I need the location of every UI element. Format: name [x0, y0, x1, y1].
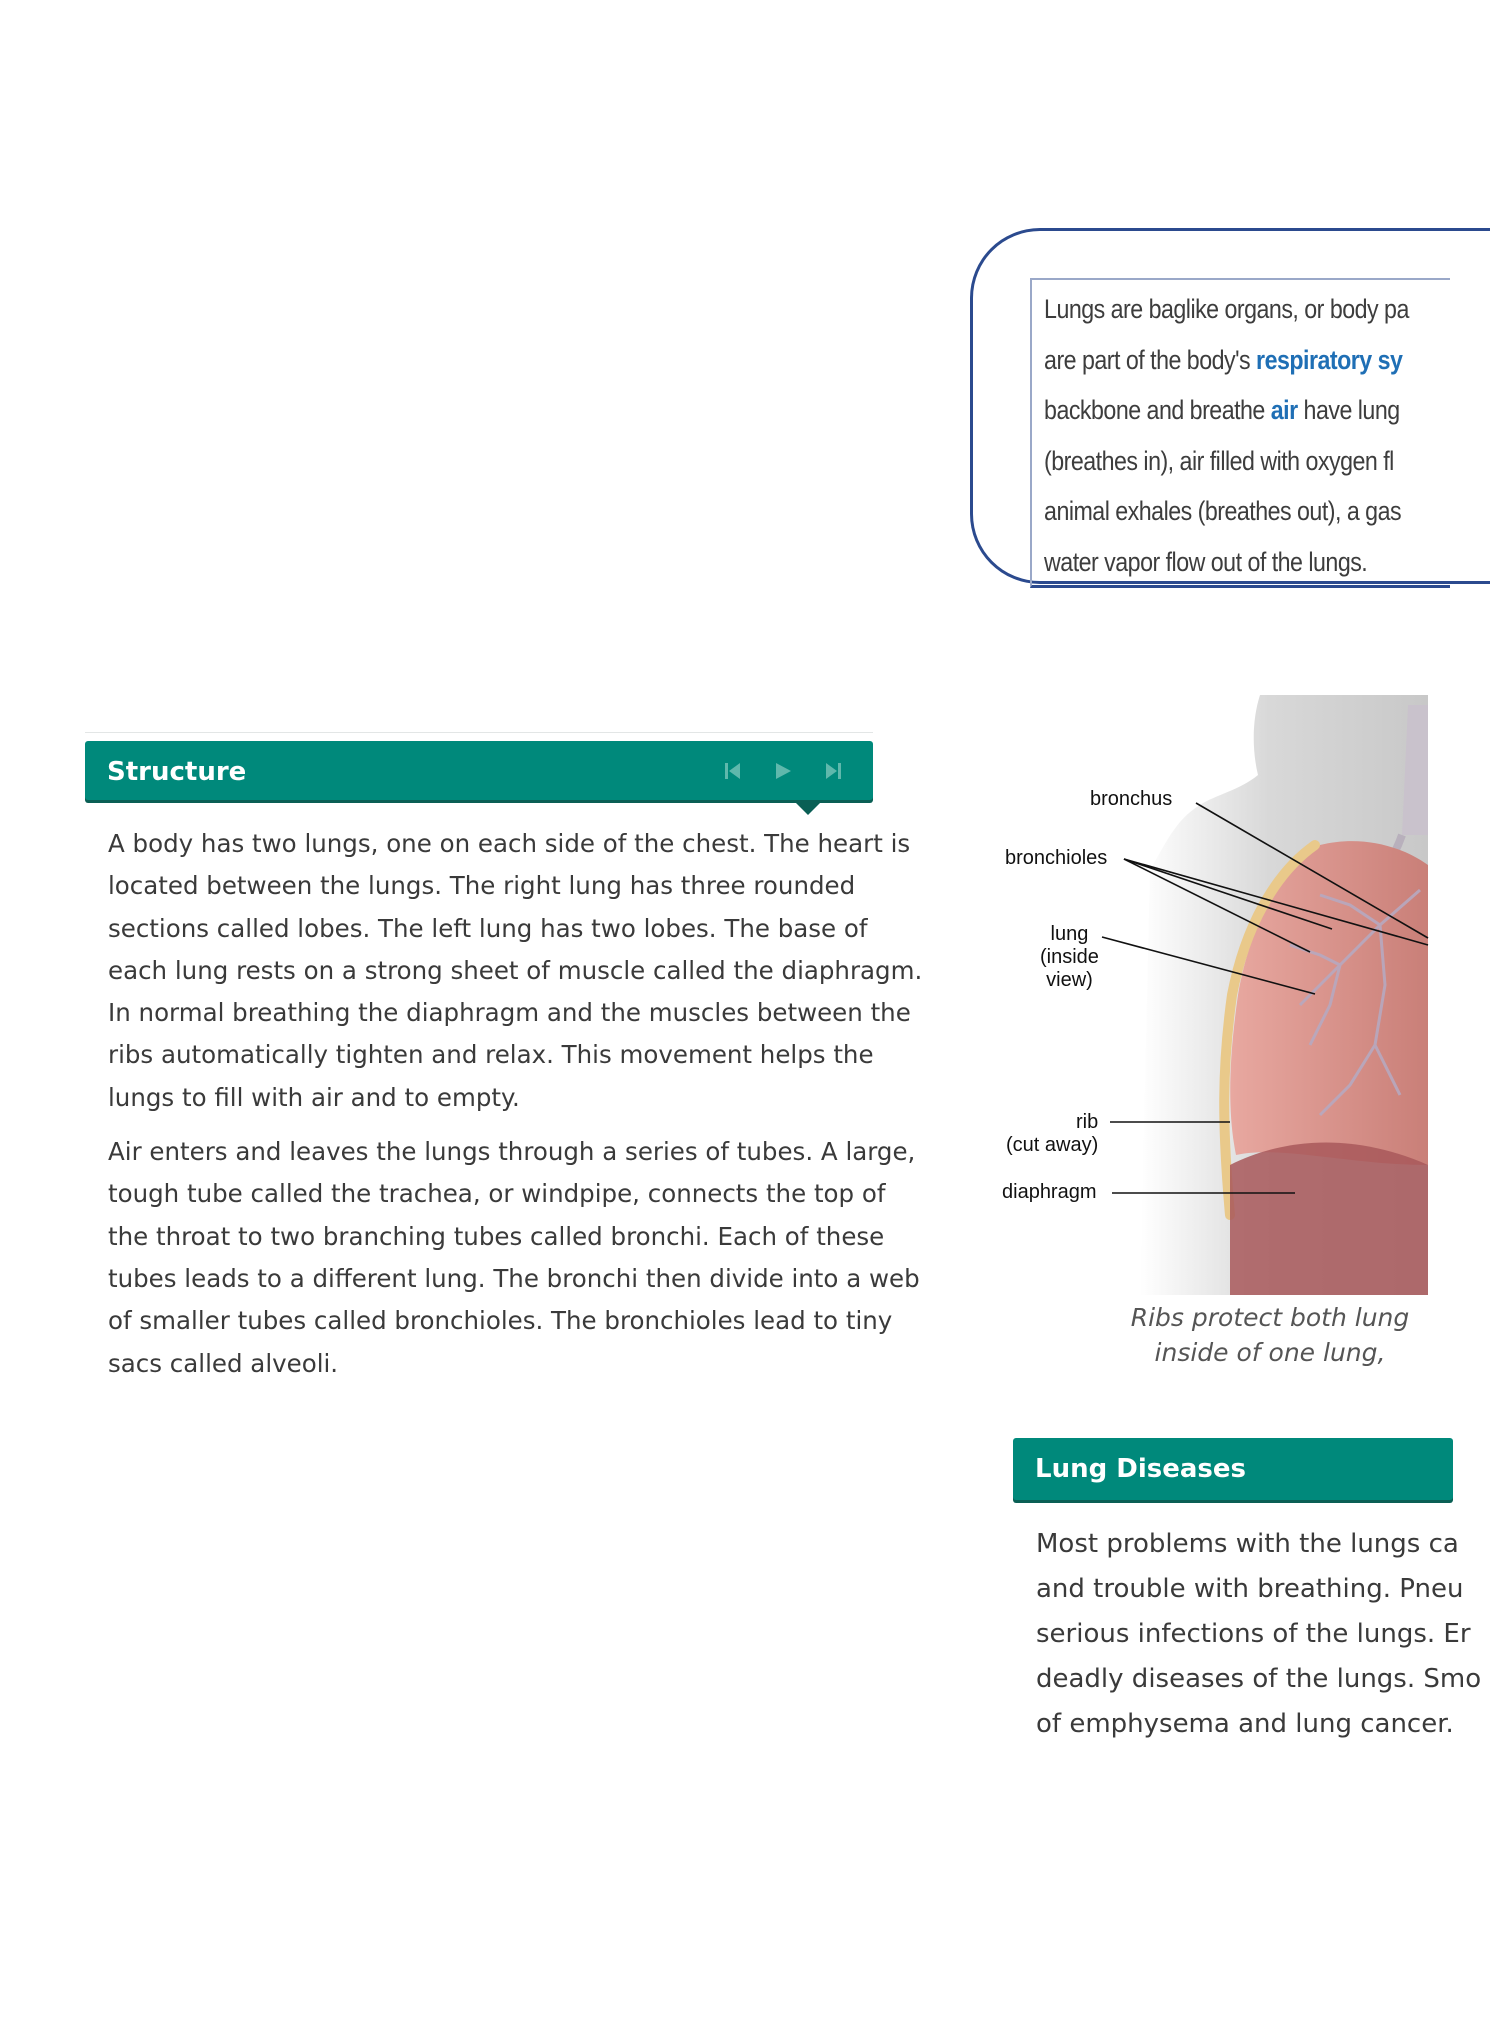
- play-icon[interactable]: [771, 759, 795, 783]
- diaphragm-shape: [1230, 1143, 1428, 1296]
- text-line: of emphysema and lung cancer.: [1036, 1709, 1454, 1739]
- header-pointer: [793, 800, 823, 815]
- diaphragm-label: diaphragm: [1002, 1181, 1097, 1203]
- intro-line: [1044, 436, 1394, 487]
- caption-line: Ribs protect both lung: [1130, 1303, 1410, 1332]
- paragraph: [108, 823, 922, 1119]
- intro-line: [1044, 284, 1409, 335]
- text-line: the throat to two branching tubes called bronchi. Each of these: [108, 1221, 885, 1251]
- text-line: of smaller tubes called bronchioles. The bronchioles lead to tiny: [108, 1306, 893, 1336]
- intro-line-text: water vapor flow out of the lungs.: [1044, 546, 1368, 577]
- bronchioles-label: bronchioles: [1005, 847, 1108, 869]
- paragraph: [1036, 1522, 1481, 1747]
- paragraph: [108, 1131, 922, 1385]
- text-line: A body has two lungs, one on each side of the chest. The heart is: [108, 829, 911, 858]
- intro-line-text: have lung: [1297, 395, 1400, 425]
- intro-card: [1030, 278, 1450, 588]
- intro-line: [1044, 486, 1402, 537]
- lung-diagram: [990, 695, 1428, 1295]
- text-line: and trouble with breathing. Pneu: [1036, 1574, 1464, 1604]
- text-line: Most problems with the lungs ca: [1036, 1529, 1459, 1559]
- rib-label: rib (cut away): [1006, 1111, 1099, 1156]
- air-link[interactable]: air: [1270, 395, 1298, 425]
- text-line: lungs to fill with air and to empty.: [108, 1082, 520, 1112]
- intro-line-text: Lungs are baglike organs, or body pa: [1044, 294, 1409, 324]
- text-line: sections called lobes. The left lung has two lobes. The base of: [108, 913, 868, 943]
- respiratory-system-link[interactable]: respiratory sy: [1256, 344, 1403, 375]
- text-line: Air enters and leaves the lungs through a series of tubes. A large,: [108, 1137, 916, 1167]
- intro-line: [1044, 385, 1400, 436]
- skip-previous-icon[interactable]: [721, 759, 745, 783]
- structure-body: [108, 823, 922, 1385]
- intro-line: [1044, 335, 1403, 386]
- lung-diseases-body: [1036, 1522, 1481, 1747]
- section-divider: [85, 732, 873, 733]
- text-line: serious infections of the lungs. Er: [1036, 1619, 1471, 1649]
- text-line: tough tube called the trachea, or windpipe, connects the top of: [108, 1179, 886, 1209]
- structure-header[interactable]: [85, 741, 873, 800]
- text-line: ribs automatically tighten and relax. This movement helps the: [108, 1040, 874, 1070]
- intro-line: [1044, 537, 1391, 588]
- figure-caption: [1105, 1300, 1435, 1370]
- intro-line-text: (breathes in), air filled with oxygen fl: [1044, 445, 1394, 476]
- text-line: tubes leads to a different lung. The bronchi then divide into a web: [108, 1263, 920, 1293]
- caption-line: inside of one lung,: [1154, 1338, 1386, 1367]
- lung-label: lung (inside view): [1040, 923, 1099, 991]
- skip-next-icon[interactable]: [821, 759, 845, 783]
- text-line: sacs called alveoli.: [108, 1348, 339, 1378]
- text-line: located between the lungs. The right lung has three rounded: [108, 871, 856, 901]
- intro-line-text: animal exhales (breathes out), a gas: [1044, 496, 1402, 526]
- lung-illustration: [990, 695, 1428, 1295]
- intro-line-text: backbone and breathe: [1044, 395, 1271, 425]
- intro-text: [1032, 280, 1409, 587]
- text-line: In normal breathing the diaphragm and the muscles between the: [108, 998, 911, 1028]
- intro-line-text: are part of the body's: [1044, 344, 1257, 375]
- text-line: each lung rests on a strong sheet of muscle called the diaphragm.: [108, 955, 923, 985]
- lung-diseases-title: Lung Diseases: [1035, 1454, 1246, 1484]
- bronchus-label: bronchus: [1090, 788, 1173, 810]
- structure-title: Structure: [107, 757, 247, 787]
- lung-diseases-header[interactable]: [1013, 1438, 1453, 1500]
- text-line: deadly diseases of the lungs. Smo: [1036, 1664, 1482, 1694]
